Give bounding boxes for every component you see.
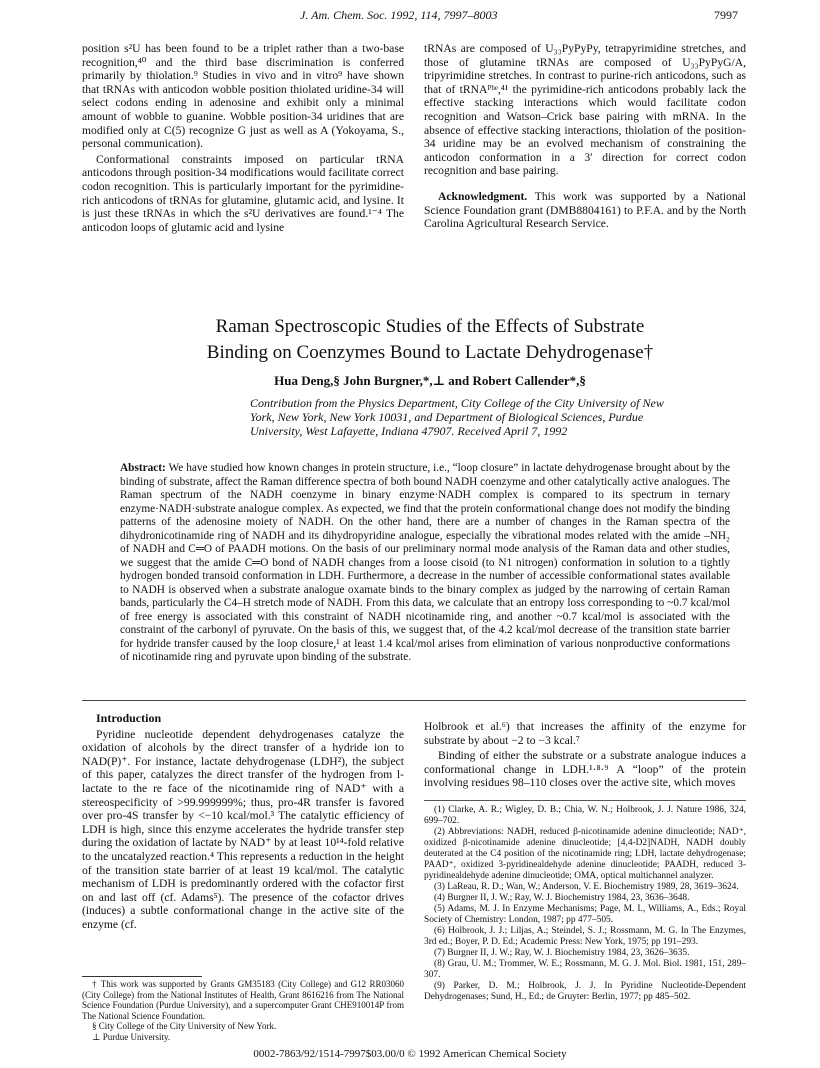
body-paragraph: position s²U has been found to be a triplet rather than a two-base recognition,⁴⁰ and the third base discrimination is conferred primarily by thiolation.⁹ Studies in vivo and in vitro⁹ have shown that tRNAs with anticodon wobble position thiolated uridine-34 will select codons ending in adenosine and exhibit only a minimal amount of wobble to guanine. Wobble position-34 uridines that are modified only at C(5) recognize G just as well as A (Yokoyama, S., personal communication).: [82, 42, 404, 151]
footnote-rule: [82, 976, 202, 977]
reference-list: [424, 800, 746, 1003]
body-paragraph: Holbrook et al.⁶) that increases the affinity of the enzyme for substrate by about −2 to −3 kcal.⁷: [424, 720, 746, 747]
reference-entry: (5) Adams, M. J. In Enzyme Mechanisms; Page, M. I., Williams, A., Eds.; Royal Society of Chemistry: London, 1987; pp 477–505.: [424, 904, 746, 925]
copyright-footer: 0002-7863/92/1514-7997$03.00/0 © 1992 American Chemical Society: [253, 1048, 567, 1060]
reference-rule: [424, 800, 746, 801]
acknowledgment-text: This work was supported by a National Science Foundation grant (DMB8804161) to P.F.A. and by the North Carolina Agricultural Research Service.: [424, 189, 746, 231]
footnote: † This work was supported by Grants GM35183 (City College) and G12 RR03060 (City College) from the National Institutes of Health, Grant 8616216 from The National Science Foundation (Purdue University), and a supercomputer Grant CHE910014P from The National Science Foundation.: [82, 979, 404, 1021]
page-number: 7997: [714, 8, 738, 22]
reference-entry: (1) Clarke, A. R.; Wigley, D. B.; Chia, W. N.; Holbrook, J. J. Nature 1986, 324, 699–702.: [424, 805, 746, 826]
reference-entry: (4) Burgner II, J. W.; Ray, W. J. Biochemistry 1984, 23, 3636–3648.: [434, 893, 690, 903]
reference-entry: (6) Holbrook, J. J.; Liljas, A.; Steindel, S. J.; Rossmann, M. G. In The Enzymes, 3rd ed.; Boyer, P. D. Ed.; Academic Press: New York, 1975; pp 191–293.: [424, 926, 746, 947]
reference-entry: (8) Grau, U. M.; Trommer, W. E.; Rossmann, M. G. J. Mol. Biol. 1981, 151, 289–307.: [424, 959, 746, 980]
previous-article-left-column: [82, 42, 404, 236]
author-list: Hua Deng,§ John Burgner,*,⊥ and Robert Callender*,§: [274, 373, 586, 388]
reference-entry: (2) Abbreviations: NADH, reduced β-nicotinamide adenine dinucleotide; NAD⁺, oxidized β-nicotinamide adenine dinucleotide; [4,4-D2]NADH, NADH doubly deuterated at the C4 position of the nicotinamide ring; LDH, lactate dehydrogenase; PAAD⁺, oxidized 3-pyridinealdehyde adenine dinucleotide; PAADH, reduced 3-pyridinealdehyde adenine dinucleotide; OMA, optical multichannel analyzer.: [424, 827, 746, 881]
acknowledgment-label: Acknowledgment.: [438, 189, 528, 203]
introduction-left-column: [82, 712, 404, 934]
reference-entry: (3) LaReau, R. D.; Wan, W.; Anderson, V. E. Biochemistry 1989, 28, 3619–3624.: [434, 882, 739, 892]
reference-entry: (7) Burgner II, J. W.; Ray, W. J. Biochemistry 1984, 23, 3626–3635.: [434, 948, 690, 958]
introduction-right-column: [424, 720, 746, 792]
previous-article-right-column: [424, 42, 746, 233]
abstract-label: Abstract:: [120, 462, 166, 474]
footnote: § City College of the City University of New York.: [92, 1021, 277, 1032]
abstract: [120, 462, 730, 665]
body-paragraph: Pyridine nucleotide dependent dehydrogenases catalyze the oxidation of alcohols by the direct transfer of a hydride ion to NAD(P)⁺. For instance, lactate dehydrogenase (LDH²), the subject of this paper, catalyzes the direct transfer of the hydrogen from l-lactate to the re face of the nicotinamide ring of NAD⁺ with a stereospecificity of >99.999999%; thus, pro-4R transfer is favored over pro-4S transfer by <−10 kcal/mol.³ The catalytic efficiency of LDH is high, since this enzyme accelerates the hydride transfer step during the oxidation of lactate by NAD⁺ by at least 10¹⁴-fold relative to the uncatalyzed reaction.⁴ This represents a reduction in the height of the transition state barrier of at least 19 kcal/mol. The catalytic mechanism of LDH is predominantly ordered with the cofactor first on and last off (cf. Adams⁵). The presence of the cofactor drives (induces) a subtle conformational change in the active site of the enzyme (cf.: [82, 727, 404, 931]
title-line: Raman Spectroscopic Studies of the Effects of Substrate: [215, 316, 645, 337]
body-paragraph: Binding of either the substrate or a substrate analogue induces a conformational change in LDH.¹·⁸·⁹ A “loop” of the protein involving residues 98–110 closes over the active site, which moves: [424, 749, 746, 790]
reference-entry: (9) Parker, D. M.; Holbrook, J. J. In Pyridine Nucleotide-Dependent Dehydrogenases; Sund, H., Ed.; de Gruyter: Berlin, 1977; pp 485–502.: [424, 981, 746, 1002]
section-heading: Introduction: [96, 711, 162, 725]
title-footnotes: [82, 976, 404, 1043]
body-paragraph: tRNAs are composed of U₃₃PyPyPy, tetrapyrimidine stretches, and those of glutamine tRNAs are composed of U₃₃PyPyG/A, tripyrimidine stretches. In contrast to purine-rich anticodons, such as that of tRNAᴾʰᵉ,⁴¹ the pyrimidine-rich anticodons probably lack the effective stacking interactions which would facilitate codon recognition and Watson–Crick base pairing with mRNA. In the absence of effective stacking interactions, thiolation of the position-34 uridine may be an evolved mechanism of constraining the anticodon conformation in a 3′ direction for correct codon recognition and base pairing.: [424, 42, 746, 178]
title-line: Binding on Coenzymes Bound to Lactate Dehydrogenase†: [206, 342, 654, 363]
affiliation: Contribution from the Physics Department, City College of the City University of New York, New York, New York 10031, and Department of Biological Sciences, Purdue University, West Lafayette, Indiana 47907. Received April 7, 1992: [250, 396, 664, 438]
running-header: [0, 8, 820, 28]
footnote: ⊥ Purdue University.: [92, 1031, 171, 1042]
journal-citation: J. Am. Chem. Soc. 1992, 114, 7997–8003: [300, 8, 498, 22]
article-title: [180, 314, 680, 366]
section-divider: [82, 700, 746, 701]
acknowledgment: [424, 190, 746, 231]
abstract-text: We have studied how known changes in protein structure, i.e., “loop closure” in lactate dehydrogenase brought about by the binding of substrate, affect the Raman difference spectra of both bound NADH coenzyme and other catalytically active analogues. The Raman spectrum of the NADH coenzyme in binary enzyme·NADH complex is compared to its spectrum in ternary enzyme·NADH·substrate analogue complex. As expected, we find that the protein conformational change does not modify the binding patterns of the adenosine moiety of NADH. On the other hand, there are a number of changes in the Raman spectra of the dihydronicotinamide ring of NADH and its dihydropyridine analogue, especially the vibrational modes related with the amide –NH₂ of NADH and C═O of PAADH motions. On the basis of our preliminary normal mode analysis of the Raman data and other studies, we suggest that the amide C═O bond of NADH changes from a loose cisoid (to N1 nitrogen) conformation in solution to a tightly hydrogen bonded transoid conformation in LDH. Furthermore, a decrease in the number of accessible conformational states available to NADH is observed when a substrate analogue oxamate binds to the binary complex as judged by the narrowing of certain Raman bands, particularly the C4–H stretch mode of NADH. From this data, we calculate that an entropy loss corresponding to ~0.7 kcal/mol of free energy is associated with this constraint of NADH nicotinamide ring, and another ~0.7 kcal/mol is associated with the constraint of the carbonyl of pyruvate. On the basis of this, we suggest that, of the 4.2 kcal/mol decrease of the transition state barrier for hydride transfer caused by the loop closure,¹ at least 1.4 kcal/mol arises from elimination of various nonproductive conformations of nicotinamide ring and pyruvate upon binding of the substrate.: [120, 462, 730, 663]
body-paragraph: Conformational constraints imposed on particular tRNA anticodons through position-34 modifications would facilitate correct codon recognition. This is particularly important for the pyrimidine-rich anticodons of tRNAs for glutamine, glutamic acid, and lysine. It is just these tRNAs in which the s²U derivatives are found.¹⁻⁴ The anticodon loops of glutamic acid and lysine: [82, 152, 404, 234]
